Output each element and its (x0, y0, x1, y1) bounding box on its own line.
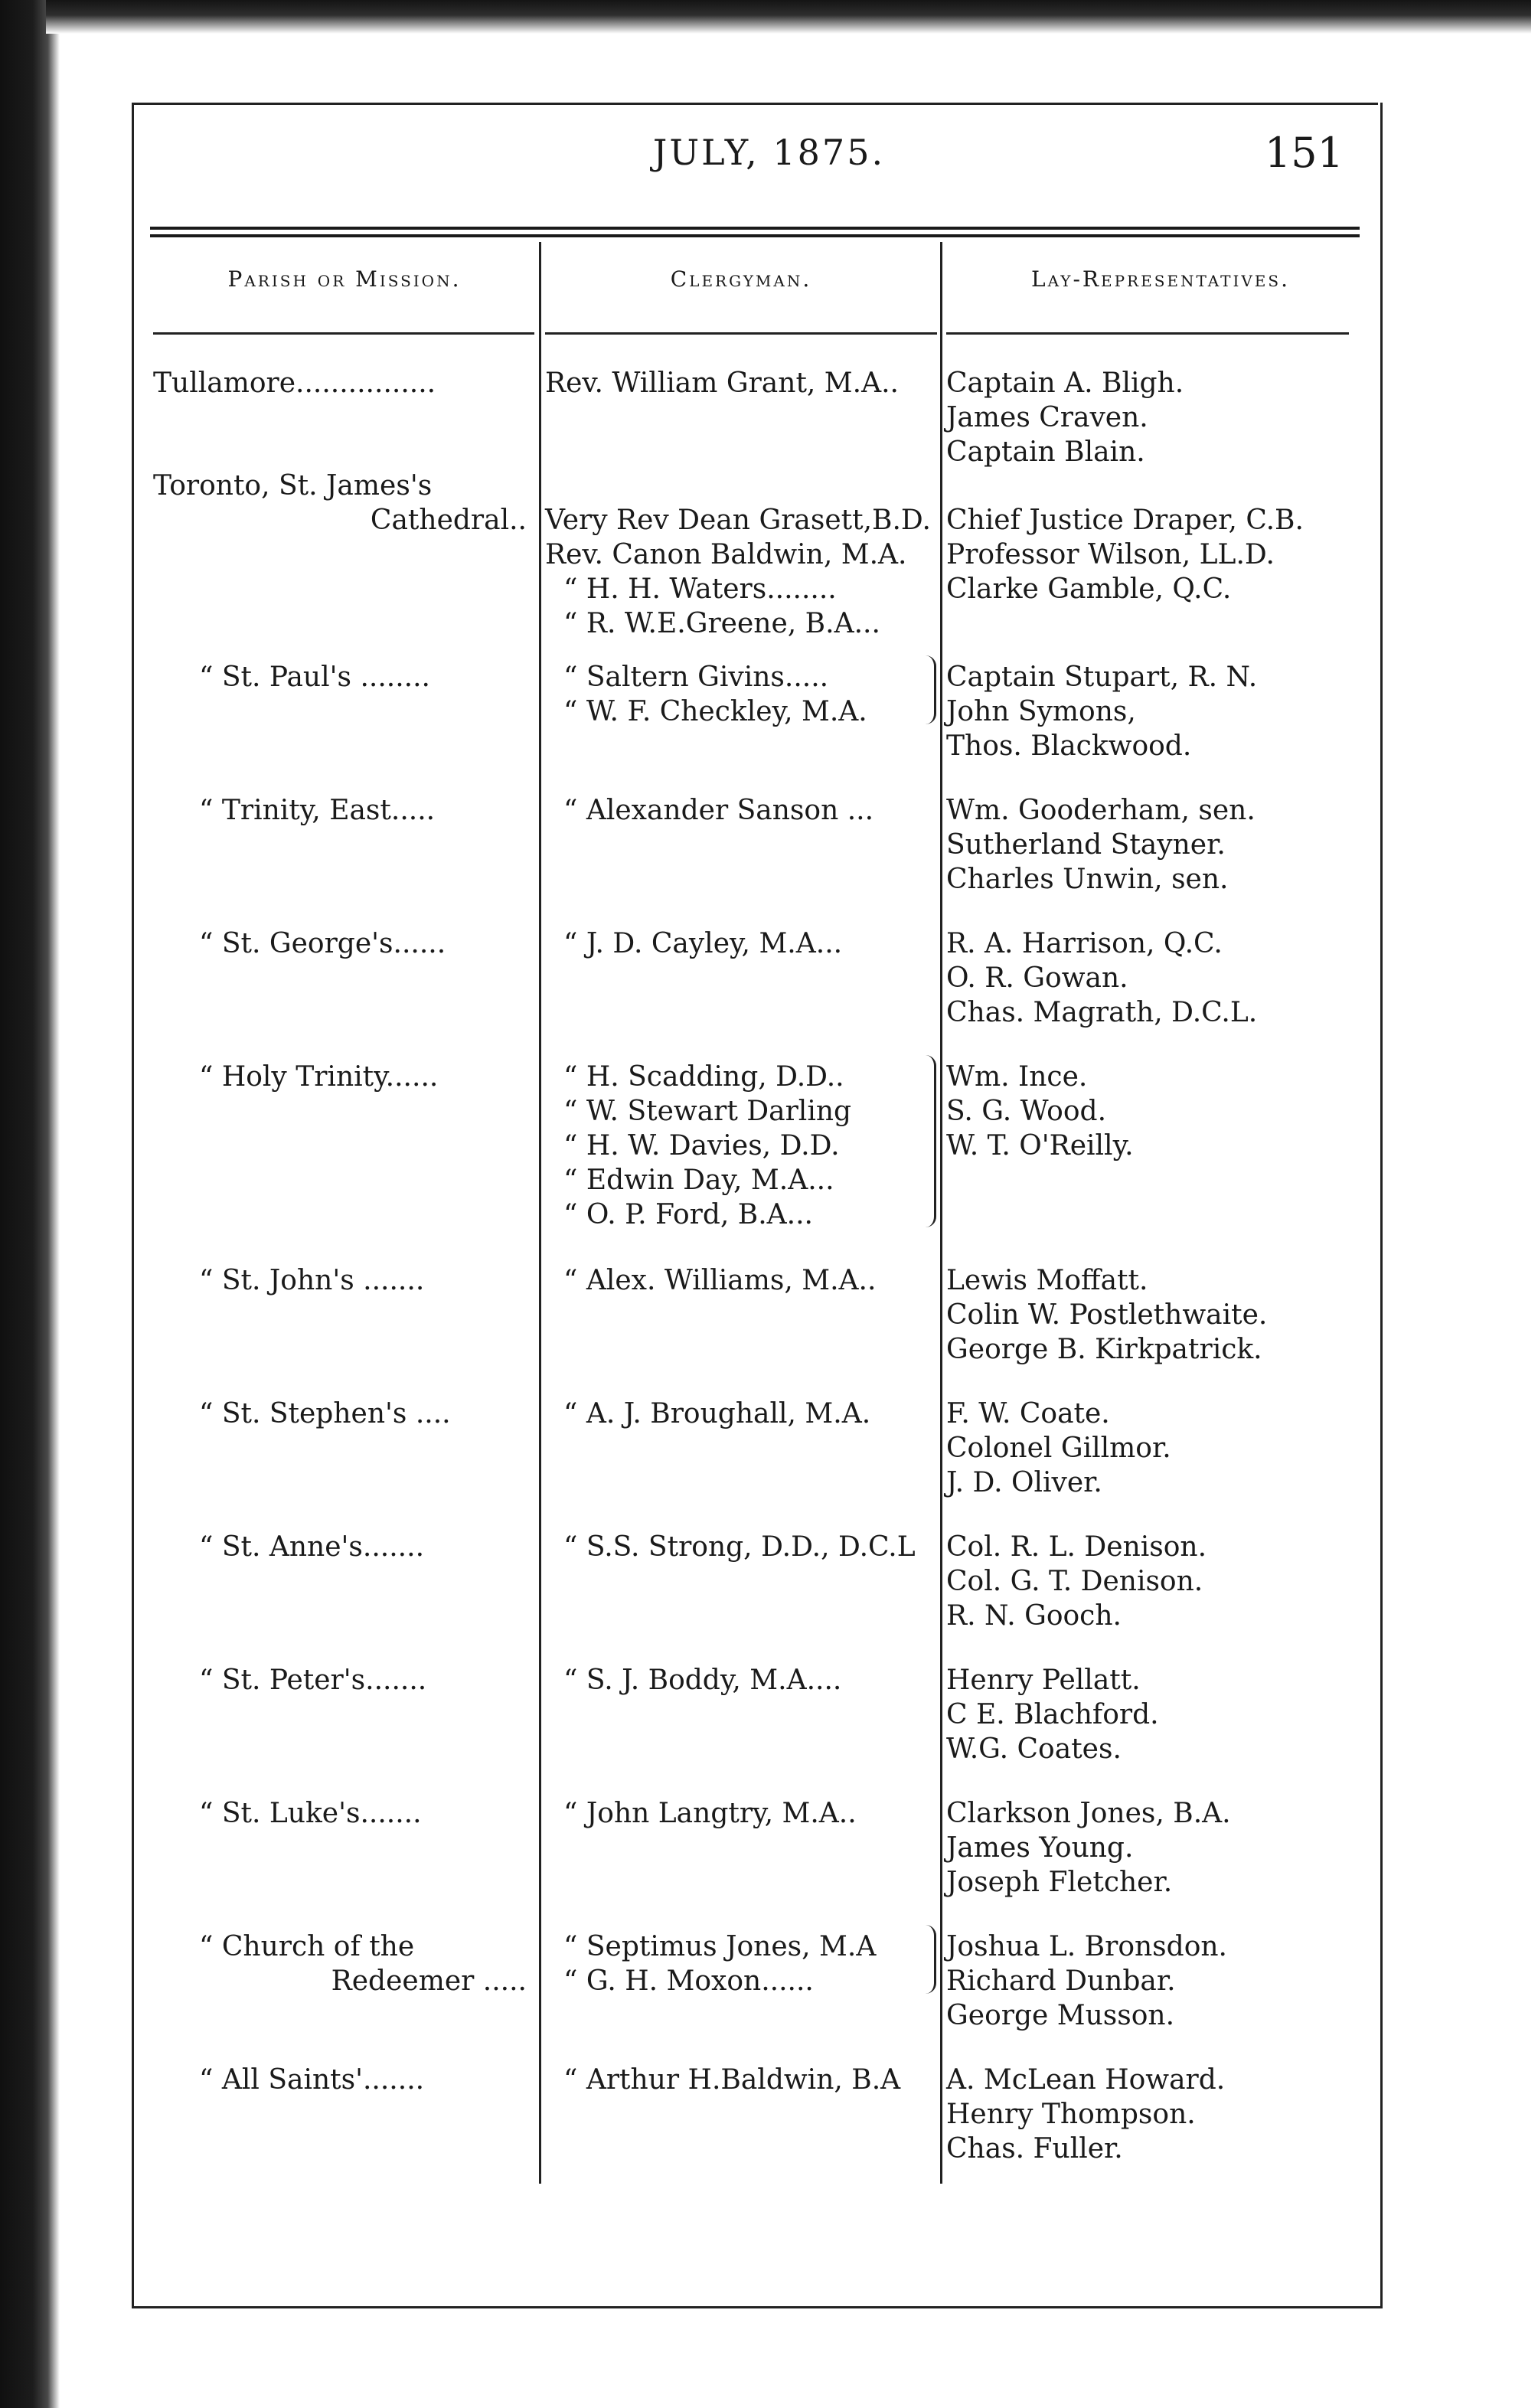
clergyman-line: “ H. Scadding, D.D.. (563, 1061, 844, 1093)
clergyman-line: “ Alexander Sanson ... (563, 795, 874, 826)
grouping-brace (916, 1925, 936, 1994)
lay-representative-line: Col. R. L. Denison. (946, 1531, 1207, 1563)
parish-line: “ St. Stephen's .... (199, 1398, 451, 1429)
lay-representative-line: Henry Thompson. (946, 2099, 1196, 2130)
lay-representatives-cell (946, 1263, 1375, 1367)
clergyman-cell (545, 1796, 937, 1831)
header-rule-1 (150, 227, 1360, 230)
clergyman-cell (545, 660, 937, 729)
scan-top-edge (46, 0, 1531, 34)
lay-representatives-cell (946, 2063, 1375, 2166)
parish-cell (153, 1397, 534, 1431)
parish-cell (153, 660, 534, 694)
lay-representative-line: Colin W. Postlethwaite. (946, 1299, 1268, 1331)
clergyman-line: “ W. Stewart Darling (563, 1096, 852, 1127)
clergyman-cell (545, 1530, 937, 1564)
parish-line: “ All Saints'....... (199, 2064, 425, 2096)
clergyman-line: “ Edwin Day, M.A... (563, 1165, 834, 1196)
lay-representative-line: Richard Dunbar. (946, 1965, 1176, 1997)
clergyman-cell (545, 1663, 937, 1697)
header-rule-2 (150, 234, 1360, 237)
lay-representative-line: John Symons, (946, 696, 1136, 727)
column-divider-1 (539, 242, 541, 2184)
clergyman-cell (545, 2063, 937, 2097)
lay-representative-line: Joseph Fletcher. (946, 1867, 1173, 1898)
clergyman-line: Rev. Canon Baldwin, M.A. (545, 539, 907, 570)
lay-representative-line: W. T. O'Reilly. (946, 1130, 1134, 1162)
clergyman-cell (545, 366, 937, 400)
clergyman-cell (545, 926, 937, 961)
parish-line: Toronto, St. James's (153, 470, 433, 502)
lay-representatives-cell (946, 1796, 1375, 1900)
clergyman-cell (545, 793, 937, 828)
lay-representative-line: Professor Wilson, LL.D. (946, 539, 1275, 570)
lay-representatives-cell (946, 793, 1375, 897)
clergyman-line: “ W. F. Checkley, M.A. (563, 696, 867, 727)
clergyman-cell (545, 1060, 937, 1232)
lay-representative-line: Chief Justice Draper, C.B. (946, 505, 1304, 536)
parish-cell (153, 1530, 534, 1564)
parish-cell (153, 793, 534, 828)
clergyman-line: “ H. W. Davies, D.D. (563, 1130, 840, 1162)
clergyman-line: “ O. P. Ford, B.A... (563, 1199, 814, 1230)
lay-representative-line: George Musson. (946, 2000, 1175, 2031)
running-title: JULY, 1875. (652, 132, 886, 173)
lay-representative-line: George B. Kirkpatrick. (946, 1334, 1262, 1365)
lay-representatives-cell (946, 1060, 1375, 1163)
lay-representative-line: A. McLean Howard. (946, 2064, 1226, 2096)
scan-binding-edge (0, 0, 60, 2408)
lay-representative-line: Chas. Fuller. (946, 2133, 1123, 2165)
parish-cell (153, 366, 534, 400)
parish-line: “ St. Peter's....... (199, 1665, 427, 1696)
lay-representative-line: W.G. Coates. (946, 1733, 1122, 1765)
parish-cell (153, 926, 534, 961)
header-underline-lay (946, 332, 1349, 335)
lay-representative-line: Captain Stupart, R. N. (946, 662, 1258, 693)
clergyman-line: “ Arthur H.Baldwin, B.A (563, 2064, 901, 2096)
clergyman-line: “ Alex. Williams, M.A.. (563, 1265, 877, 1296)
lay-representative-line: James Young. (946, 1832, 1134, 1864)
clergyman-line: “ J. D. Cayley, M.A... (563, 928, 843, 959)
parish-line: “ Holy Trinity...... (199, 1061, 439, 1093)
page-frame-top (132, 103, 1378, 105)
lay-representative-line: Wm. Ince. (946, 1061, 1088, 1093)
lay-representatives-cell (946, 503, 1375, 606)
parish-line: “ St. George's...... (199, 928, 446, 959)
clergyman-line: “ Septimus Jones, M.A (563, 1931, 877, 1962)
lay-representative-line: R. N. Gooch. (946, 1600, 1122, 1632)
parish-cell (153, 1929, 534, 1998)
lay-representative-line: Joshua L. Bronsdon. (946, 1931, 1227, 1962)
parish-line: Redeemer ..... (331, 1965, 527, 1997)
lay-representative-line: James Craven. (946, 402, 1148, 433)
column-divider-2 (940, 242, 942, 2184)
clergyman-cell (545, 503, 937, 641)
lay-representatives-cell (946, 660, 1375, 763)
lay-representative-line: Wm. Gooderham, sen. (946, 795, 1256, 826)
lay-representative-line: C E. Blachford. (946, 1699, 1159, 1730)
parish-line: “ Trinity, East..... (199, 795, 436, 826)
lay-representative-line: Captain Blain. (946, 436, 1145, 468)
lay-representative-line: Chas. Magrath, D.C.L. (946, 997, 1258, 1028)
clergyman-line: Very Rev Dean Grasett,B.D. (545, 505, 931, 536)
clergyman-cell (545, 1929, 937, 1998)
clergyman-line: “ A. J. Broughall, M.A. (563, 1398, 871, 1429)
lay-representative-line: Clarke Gamble, Q.C. (946, 573, 1232, 605)
clergyman-cell (545, 1397, 937, 1431)
parish-line: Cathedral.. (370, 505, 527, 536)
clergyman-cell (545, 1263, 937, 1298)
clergyman-line: “ S. J. Boddy, M.A.... (563, 1665, 842, 1696)
lay-representative-line: O. R. Gowan. (946, 962, 1128, 994)
lay-representative-line: Col. G. T. Denison. (946, 1566, 1203, 1597)
clergyman-line: “ S.S. Strong, D.D., D.C.L (563, 1531, 916, 1563)
column-header-lay: Lay-Representatives. (1031, 266, 1290, 292)
lay-representatives-cell (946, 1530, 1375, 1633)
lay-representative-line: Clarkson Jones, B.A. (946, 1798, 1231, 1829)
grouping-brace (916, 655, 936, 724)
lay-representative-line: S. G. Wood. (946, 1096, 1107, 1127)
lay-representative-line: Charles Unwin, sen. (946, 864, 1229, 895)
header-underline-clergyman (545, 332, 937, 335)
page-number: 151 (1264, 129, 1344, 177)
parish-line: “ Church of the (199, 1931, 415, 1962)
clergyman-line: “ R. W.E.Greene, B.A... (563, 608, 880, 639)
lay-representative-line: Lewis Moffatt. (946, 1265, 1148, 1296)
lay-representative-line: J. D. Oliver. (946, 1467, 1102, 1498)
header-underline-parish (153, 332, 534, 335)
lay-representative-line: R. A. Harrison, Q.C. (946, 928, 1223, 959)
clergyman-line: “ H. H. Waters........ (563, 573, 837, 605)
column-header-clergyman: Clergyman. (670, 266, 812, 292)
lay-representative-line: Thos. Blackwood. (946, 730, 1192, 762)
lay-representative-line: Colonel Gillmor. (946, 1433, 1171, 1464)
lay-representative-line: Captain A. Bligh. (946, 368, 1184, 399)
clergyman-line: “ Saltern Givins..... (563, 662, 829, 693)
parish-line: “ St. Anne's....... (199, 1531, 425, 1563)
parish-cell (153, 1796, 534, 1831)
column-header-parish: Parish or Mission. (227, 266, 462, 292)
parish-line: “ St. John's ....... (199, 1265, 425, 1296)
clergyman-line: “ G. H. Moxon...... (563, 1965, 814, 1997)
lay-representatives-cell (946, 1397, 1375, 1500)
clergyman-line: “ John Langtry, M.A.. (563, 1798, 857, 1829)
parish-line: “ St. Luke's....... (199, 1798, 422, 1829)
parish-cell (153, 2063, 534, 2097)
lay-representatives-cell (946, 1929, 1375, 2033)
clergyman-line: Rev. William Grant, M.A.. (545, 368, 899, 399)
parish-cell (153, 469, 534, 537)
parish-cell (153, 1663, 534, 1697)
lay-representatives-cell (946, 1663, 1375, 1766)
lay-representative-line: Sutherland Stayner. (946, 829, 1226, 861)
parish-line: Tullamore................ (153, 368, 436, 399)
lay-representative-line: Henry Pellatt. (946, 1665, 1141, 1696)
lay-representative-line: F. W. Coate. (946, 1398, 1110, 1429)
lay-representatives-cell (946, 926, 1375, 1030)
grouping-brace (916, 1055, 936, 1227)
parish-cell (153, 1263, 534, 1298)
parish-cell (153, 1060, 534, 1094)
parish-line: “ St. Paul's ........ (199, 662, 430, 693)
lay-representatives-cell (946, 366, 1375, 469)
